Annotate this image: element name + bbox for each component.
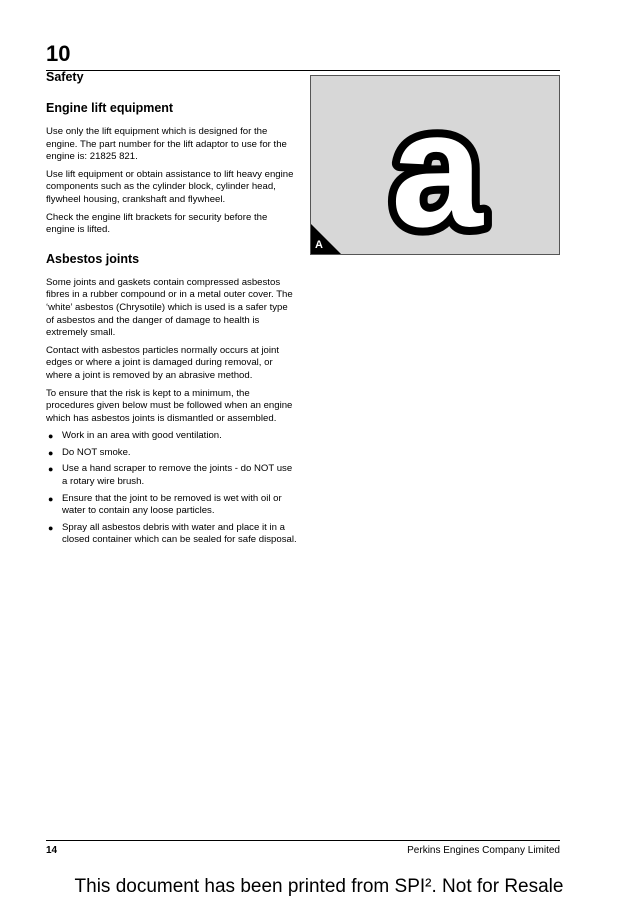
section-heading-asbestos: Asbestos joints: [46, 251, 140, 266]
asbestos-figure: [310, 75, 560, 255]
bullet-icon: ●: [48, 522, 54, 533]
paragraph: Check the engine lift brackets for security before the engine is lifted.: [46, 211, 268, 236]
bullet-icon: ●: [48, 431, 54, 442]
bullet-list: [46, 430, 298, 547]
list-item: ● Use a hand scraper to remove the joints - do NOT use a rotary wire brush.: [48, 463, 293, 488]
list-item: ● Work in an area with good ventilation.: [48, 430, 222, 442]
paragraph: Some joints and gaskets contain compressed asbestos fibres in a rubber compound or in a metal outer cover. The ‘white’ asbestos (Chrysotile) which is used is a safer type of asbestos and the danger of damage to health is extremely small.: [46, 276, 293, 339]
asbestos-warning-symbol-icon: [311, 76, 559, 254]
symbol-letter: a: [391, 77, 483, 254]
page-number: 14: [46, 845, 58, 856]
chapter-title: Safety: [46, 70, 84, 84]
paragraph: Use only the lift equipment which is designed for the engine. The part number for the lift adaptor to use for the engine is: 21825 821.: [46, 126, 287, 163]
list-item: ● Spray all asbestos debris with water and place it in a closed container which can be sealed for safe disposal.: [48, 521, 297, 546]
watermark: This document has been printed from SPI². Not for Resale: [74, 876, 564, 897]
paragraph: Use lift equipment or obtain assistance to lift heavy engine components such as the cylinder block, cylinder head, flywheel housing, crankshaft and flywheel.: [46, 168, 294, 205]
figure-label: A: [315, 239, 323, 251]
bullet-icon: ●: [48, 464, 54, 475]
section-heading-lift: Engine lift equipment: [46, 101, 174, 115]
rule-bottom: [46, 840, 560, 841]
list-item: ● Ensure that the joint to be removed is wet with oil or water to contain any loose particles.: [48, 492, 282, 517]
main-column: [46, 100, 298, 551]
bullet-icon: ●: [48, 493, 54, 504]
paragraph: To ensure that the risk is kept to a minimum, the procedures given below must be followed when an engine which has asbestos joints is dismantled or assembled.: [46, 387, 293, 424]
chapter-number: 10: [46, 41, 71, 66]
bullet-icon: ●: [48, 447, 54, 458]
list-item: ● Do NOT smoke.: [48, 446, 131, 458]
rule-top: [46, 70, 560, 71]
company-name: Perkins Engines Company Limited: [407, 845, 560, 856]
paragraph: Contact with asbestos particles normally occurs at joint edges or where a joint is damaged during removal, or where a joint is removed by an abrasive method.: [46, 344, 280, 381]
